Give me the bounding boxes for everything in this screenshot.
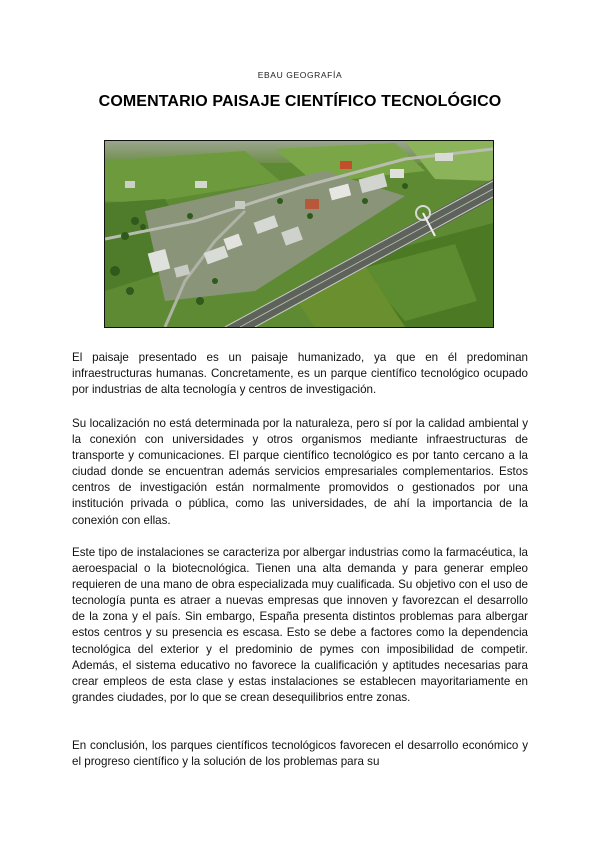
paragraph-4: En conclusión, los parques científicos tecnológicos favorecen el desarrollo económico y el progreso científico y la solución de los problemas para su xyxy=(72,739,528,769)
document-subject: EBAU GEOGRAFÍA xyxy=(257,70,343,80)
paragraph-2: Su localización no está determinada por la naturaleza, pero sí por la calidad ambiental y la conexión con universidades y otros organismos mediante infraestructuras de transporte y comunicaciones. El parque científico tecnológico es por tanto cercano a la ciudad donde se encuentran además servicios empresariales complementarios. Estos centros de investigación están normalmente promovidos o gestionados por una institución privada o pública, como las universidades, de ahí la importancia de la conexión con ellas. xyxy=(72,417,528,527)
document-title: COMENTARIO PAISAJE CIENTÍFICO TECNOLÓGICO xyxy=(98,93,502,110)
paragraph-1: El paisaje presentado es un paisaje humanizado, ya que en él predominan infraestructuras humanas. Concretamente, es un parque científico tecnológico ocupado por industrias de alta tecnología y centros de investigación. xyxy=(72,351,528,397)
aerial-photo-technology-park xyxy=(104,140,494,328)
paragraph-3: Este tipo de instalaciones se caracteriza por albergar industrias como la farmacéutica, la aeroespacial o la biotecnológica. Tienen una alta demanda y para generar empleo requieren de una mano de obra especializada muy cualificada. Su objetivo con el uso de tecnología punta es atraer a nuevas empresas que innoven y favorezcan el desarrollo de la zona y el país. Sin embargo, España presenta distintos problemas para albergar estos centros y su presencia es escasa. Esto se debe a factores como la dependencia tecnológica del exterior y el predominio de pymes con imposibilidad de competir. Además, el sistema educativo no favorece la cualificación y aptitudes necesarias para crear empleos de esta clase y estas instalaciones se establecen mayoritariamente en grandes ciudades, por lo que se crean desequilibrios entre zonas. xyxy=(72,546,528,704)
